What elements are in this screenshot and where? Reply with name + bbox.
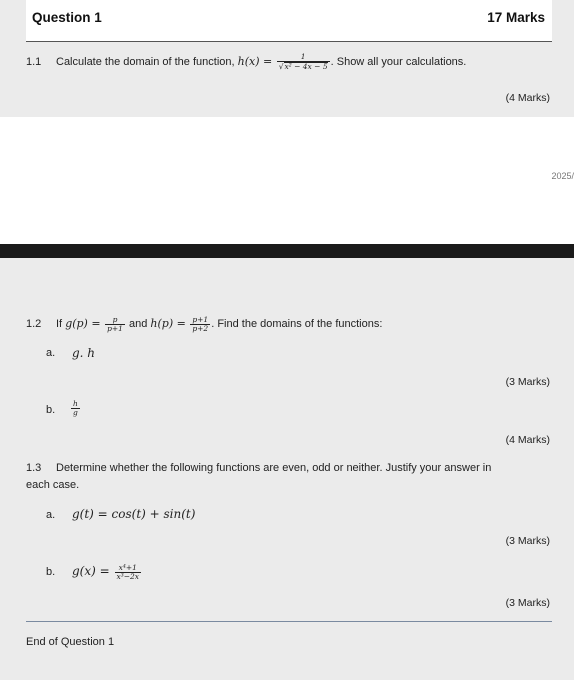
q1-2-and: and [129, 318, 148, 330]
q1-2b-marks: (4 Marks) [505, 434, 550, 446]
q1-3b-marks: (3 Marks) [505, 597, 550, 609]
q1-1-func-lhs: h(x) = [237, 55, 276, 68]
q1-2-h-den: p+2 [192, 323, 209, 333]
page-separator-bar [0, 244, 574, 258]
q1-1-text-after: . Show all your calculations. [330, 56, 467, 68]
q1-2-if: If [56, 318, 63, 330]
q1-2b-label: b. [46, 404, 56, 416]
q1-2-g-num: p [112, 314, 118, 324]
question-header [26, 0, 552, 42]
q1-1-text [56, 50, 466, 74]
q1-1-frac-den-wrap: √x² − 4x − 5 [278, 62, 328, 72]
q1-2-h-fraction [190, 316, 210, 333]
q1-3-text-line2: each case. [26, 479, 80, 491]
q1-2a-expr: g. h [72, 346, 96, 360]
q1-3-text-line1: Determine whether the following functions are even, odd or neither. Justify your answer in [56, 462, 492, 474]
q1-3b-num: x⁴+1 [118, 562, 137, 572]
q1-2b-num: h [73, 399, 78, 408]
question-title: Question 1 [32, 10, 102, 25]
q1-2a-label: a. [46, 347, 56, 359]
q1-3a-expr: g(t) = cos(t) + sin(t) [72, 507, 196, 521]
q1-1-text-before: Calculate the domain of the function, [56, 56, 235, 68]
q1-2-g-lhs: g(p) = [65, 317, 105, 330]
q1-2-h-lhs: h(p) = [150, 317, 190, 330]
q1-2-text-after: . Find the domains of the functions: [211, 318, 383, 330]
q1-3b-fraction [115, 564, 142, 581]
q1-2-h-num: p+1 [192, 314, 209, 324]
q1-3a-marks: (3 Marks) [505, 535, 550, 547]
q1-2b-expr [70, 400, 81, 417]
q1-1-number: 1.1 [26, 56, 42, 68]
q1-3b-den: x³−2x [116, 571, 140, 581]
q1-3a-label: a. [46, 509, 56, 521]
q1-3-number: 1.3 [26, 462, 42, 474]
year-fragment: 2025/ [551, 171, 574, 181]
q1-1-frac-num: 1 [300, 52, 306, 62]
blank-page-area [0, 117, 574, 244]
q1-3b-lhs: g(x) = [72, 564, 114, 578]
q1-1-fraction [277, 53, 330, 71]
q1-2-g-den: p+1 [107, 323, 123, 333]
end-of-question: End of Question 1 [26, 636, 115, 648]
q1-2-text [56, 312, 382, 336]
q1-3b-expr [72, 559, 142, 584]
q1-2b-den: g [73, 407, 78, 417]
q1-2-number: 1.2 [26, 318, 42, 330]
q1-2-g-fraction [105, 316, 125, 333]
q1-3b-label: b. [46, 566, 56, 578]
q1-1-frac-den: x² − 4x − 5 [284, 62, 328, 72]
q1-2b-fraction [71, 400, 80, 417]
footer-rule [26, 621, 552, 622]
q1-1-marks: (4 Marks) [505, 92, 550, 104]
q1-2a-marks: (3 Marks) [505, 376, 550, 388]
question-total-marks: 17 Marks [487, 10, 545, 25]
